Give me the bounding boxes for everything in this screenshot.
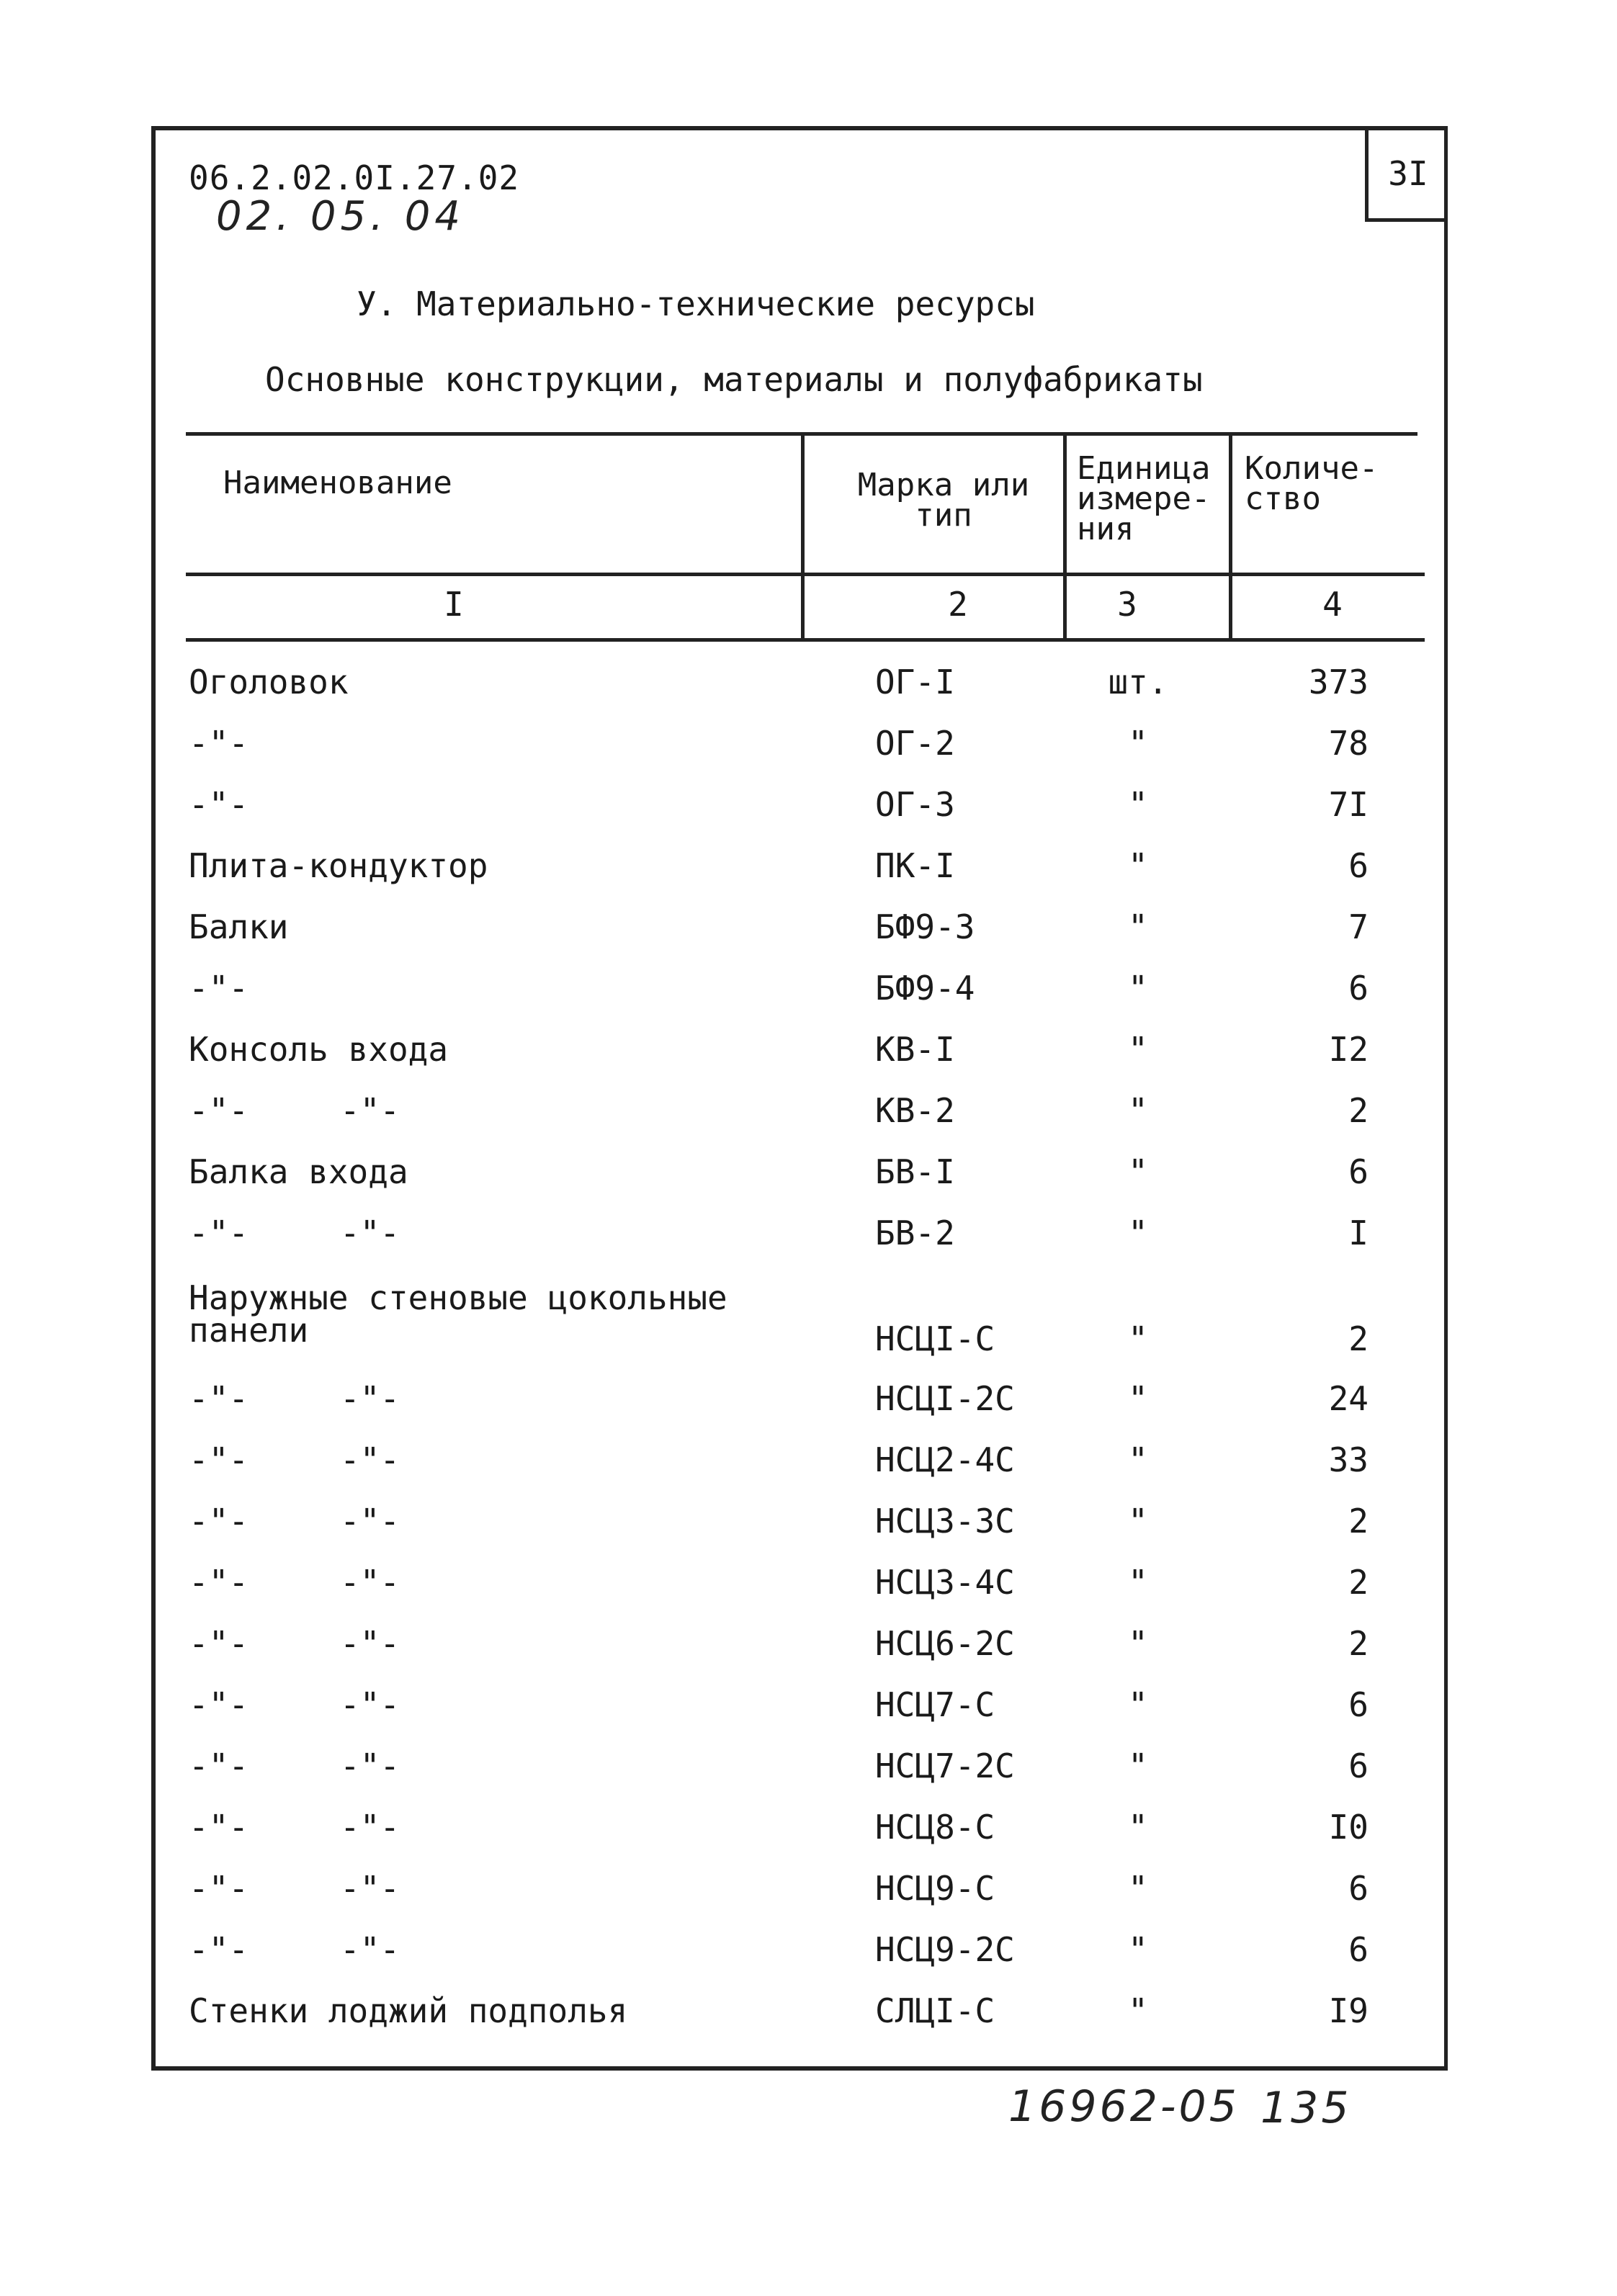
name-cell: -"- (189, 724, 249, 763)
table-row (0, 1379, 1617, 1440)
mark-cell: БВ-2 (875, 1214, 955, 1252)
table-row (0, 1991, 1617, 2052)
unit-cell: " (1128, 1685, 1148, 1724)
unit-cell: " (1128, 1746, 1148, 1785)
mark-cell: НСЦI-С (875, 1319, 995, 1358)
table-row (0, 907, 1617, 968)
unit-cell: " (1128, 1379, 1148, 1418)
sheet-number: 135 (1260, 2083, 1352, 2133)
table-row (0, 663, 1617, 723)
quantity-cell: 6 (1348, 1930, 1369, 1969)
quantity-cell: 24 (1328, 1379, 1369, 1418)
quantity-cell: 7I (1328, 785, 1369, 824)
inventory-number: 16962-05 (1008, 2081, 1240, 2132)
quantity-cell: 6 (1348, 1685, 1369, 1724)
table-row (0, 1440, 1617, 1501)
unit-cell: шт. (1108, 663, 1168, 701)
document-date: 02. 05. 04 (216, 193, 465, 240)
ditto-cell: -"- (340, 1808, 400, 1847)
quantity-cell: 2 (1348, 1091, 1369, 1130)
ditto-cell: -"- (340, 1624, 400, 1663)
table-row (0, 1030, 1617, 1090)
header-line: Марка или (857, 467, 1030, 503)
name-cell: -"- (189, 785, 249, 824)
header-line: ство (1245, 480, 1321, 517)
name-cell: -"- (189, 1624, 249, 1663)
table-row (0, 1502, 1617, 1562)
header-line: Наименование (223, 465, 452, 501)
mark-cell: НСЦI-2С (875, 1379, 1015, 1418)
mark-cell: НСЦ3-4С (875, 1563, 1015, 1602)
unit-cell: " (1128, 1214, 1148, 1252)
header-line: ния (1077, 511, 1134, 547)
mark-cell: БВ-I (875, 1152, 955, 1191)
unit-cell: " (1128, 1563, 1148, 1602)
quantity-cell: 33 (1328, 1440, 1369, 1479)
name-cell: -"- (189, 1685, 249, 1724)
page-number: 3I (1388, 153, 1428, 193)
col-divider-2 (1063, 432, 1067, 641)
quantity-cell: 2 (1348, 1502, 1369, 1541)
ditto-cell: -"- (340, 1214, 400, 1252)
mark-cell: СЛЦI-С (875, 1991, 995, 2030)
unit-cell: " (1128, 1091, 1148, 1130)
header-line: измере- (1077, 480, 1211, 517)
unit-cell: " (1128, 1152, 1148, 1191)
name-cell-continued: панели (189, 1311, 309, 1350)
ditto-cell: -"- (340, 1440, 400, 1479)
unit-cell: " (1128, 1440, 1148, 1479)
ditto-cell: -"- (340, 1563, 400, 1602)
ditto-cell: -"- (340, 1091, 400, 1130)
name-cell: Наружные стеновые цокольные (189, 1278, 727, 1317)
unit-cell: " (1128, 1869, 1148, 1908)
table-row (0, 846, 1617, 907)
column-number-3: 3 (1117, 585, 1137, 624)
quantity-cell: 2 (1348, 1563, 1369, 1602)
mark-cell: НСЦ7-2С (875, 1746, 1015, 1785)
table-row (0, 785, 1617, 846)
quantity-cell: 7 (1348, 907, 1369, 946)
col-divider-1 (801, 432, 805, 641)
mark-cell: КВ-2 (875, 1091, 955, 1130)
unit-cell: " (1128, 1991, 1148, 2030)
quantity-cell: 6 (1348, 969, 1369, 1008)
header-line: Единица (1077, 450, 1211, 487)
unit-cell: " (1128, 846, 1148, 885)
column-header-qty (1245, 450, 1379, 517)
unit-cell: " (1128, 1502, 1148, 1541)
header-line: Количе- (1245, 450, 1379, 487)
unit-cell: " (1128, 969, 1148, 1008)
table-row (0, 1091, 1617, 1152)
mark-cell: БФ9-4 (875, 969, 975, 1008)
column-number-1: I (444, 585, 464, 624)
column-header-mark (828, 467, 1059, 534)
mark-cell: КВ-I (875, 1030, 955, 1069)
quantity-cell: 6 (1348, 1869, 1369, 1908)
unit-cell: " (1128, 1808, 1148, 1847)
mark-cell: БФ9-3 (875, 907, 975, 946)
name-cell: -"- (189, 1746, 249, 1785)
name-cell: Оголовок (189, 663, 349, 701)
mark-cell: ПК-I (875, 846, 955, 885)
mark-cell: НСЦ9-2С (875, 1930, 1015, 1969)
mark-cell: НСЦ8-С (875, 1808, 995, 1847)
name-cell: Балка входа (189, 1152, 408, 1191)
quantity-cell: 2 (1348, 1624, 1369, 1663)
table-header-rule (186, 573, 1425, 576)
name-cell: -"- (189, 1091, 249, 1130)
name-cell: Стенки лоджий подполья (189, 1991, 628, 2030)
quantity-cell: 2 (1348, 1319, 1369, 1358)
unit-cell: " (1128, 1624, 1148, 1663)
unit-cell: " (1128, 1319, 1148, 1358)
quantity-cell: I9 (1328, 1991, 1369, 2030)
ditto-cell: -"- (340, 1379, 400, 1418)
mark-cell: НСЦ3-3С (875, 1502, 1015, 1541)
quantity-cell: I0 (1328, 1808, 1369, 1847)
mark-cell: НСЦ7-С (875, 1685, 995, 1724)
table-row (0, 1930, 1617, 1991)
table-numbers-rule (186, 638, 1425, 642)
name-cell: -"- (189, 1563, 249, 1602)
ditto-cell: -"- (340, 1930, 400, 1969)
quantity-cell: 6 (1348, 846, 1369, 885)
mark-cell: НСЦ9-С (875, 1869, 995, 1908)
quantity-cell: 6 (1348, 1746, 1369, 1785)
table-row (0, 1808, 1617, 1868)
quantity-cell: 78 (1328, 724, 1369, 763)
ditto-cell: -"- (340, 1685, 400, 1724)
column-number-2: 2 (948, 585, 968, 624)
mark-cell: ОГ-3 (875, 785, 955, 824)
table-row (0, 1214, 1617, 1274)
name-cell: -"- (189, 1440, 249, 1479)
table-row (0, 1624, 1617, 1685)
mark-cell: НСЦ6-2С (875, 1624, 1015, 1663)
quantity-cell: I (1348, 1214, 1369, 1252)
name-cell: -"- (189, 1502, 249, 1541)
name-cell: -"- (189, 1930, 249, 1969)
name-cell: -"- (189, 1808, 249, 1847)
name-cell: Консоль входа (189, 1030, 449, 1069)
table-row (0, 724, 1617, 784)
name-cell: Балки (189, 907, 289, 946)
table-row (0, 1685, 1617, 1746)
ditto-cell: -"- (340, 1746, 400, 1785)
table-row (0, 1563, 1617, 1623)
document-code: 06.2.02.0I.27.02 (189, 158, 520, 197)
quantity-cell: I2 (1328, 1030, 1369, 1069)
unit-cell: " (1128, 724, 1148, 763)
ditto-cell: -"- (340, 1502, 400, 1541)
column-header-name (223, 465, 452, 501)
unit-cell: " (1128, 1030, 1148, 1069)
unit-cell: " (1128, 907, 1148, 946)
col-divider-3 (1229, 432, 1232, 641)
quantity-cell: 6 (1348, 1152, 1369, 1191)
unit-cell: " (1128, 785, 1148, 824)
table-row (0, 1278, 1617, 1358)
header-line: тип (915, 497, 972, 534)
section-title: У. Материально-технические ресурсы (357, 284, 1035, 323)
section-subtitle: Основные конструкции, материалы и полуфабрикаты (265, 360, 1203, 399)
mark-cell: ОГ-I (875, 663, 955, 701)
name-cell: -"- (189, 1869, 249, 1908)
table-row (0, 969, 1617, 1029)
column-number-4: 4 (1322, 585, 1343, 624)
quantity-cell: 373 (1308, 663, 1369, 701)
ditto-cell: -"- (340, 1869, 400, 1908)
name-cell: Плита-кондуктор (189, 846, 488, 885)
table-row (0, 1152, 1617, 1213)
name-cell: -"- (189, 1379, 249, 1418)
name-cell: -"- (189, 1214, 249, 1252)
mark-cell: НСЦ2-4С (875, 1440, 1015, 1479)
name-cell: -"- (189, 969, 249, 1008)
unit-cell: " (1128, 1930, 1148, 1969)
table-row (0, 1746, 1617, 1807)
column-header-unit (1077, 450, 1211, 547)
mark-cell: ОГ-2 (875, 724, 955, 763)
page-number-box (1365, 128, 1448, 222)
table-row (0, 1869, 1617, 1929)
